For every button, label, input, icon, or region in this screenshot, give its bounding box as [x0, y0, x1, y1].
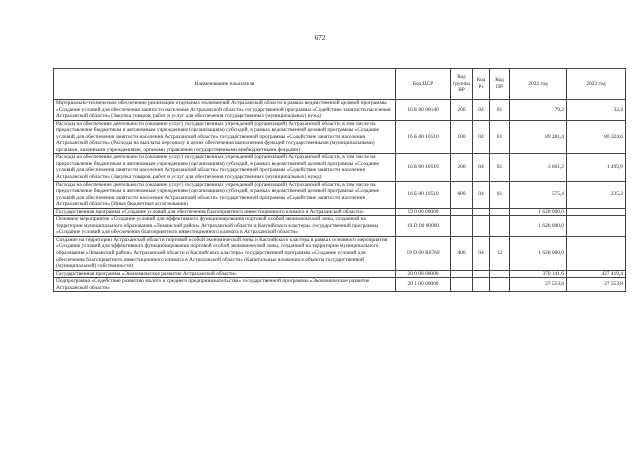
row-2023	[567, 208, 626, 216]
row-csr: 16 Б 00 10510	[396, 181, 451, 208]
header-2023: 2023 год	[567, 69, 626, 100]
row-name: Подпрограмма «Содействие развитию малого и среднего предпринимательства» государственной программы «Экономическое развитие Астраханской области»	[54, 278, 396, 292]
row-pr: 01	[490, 100, 510, 121]
row-pr	[490, 278, 510, 292]
row-vr: 800	[451, 181, 473, 208]
row-csr: 20 0 00 00000	[396, 270, 451, 278]
header-vr: Код группы ВР	[451, 69, 473, 100]
table-row	[54, 278, 626, 292]
row-2022: 1 628 000,0	[510, 216, 567, 237]
table-header-row	[54, 69, 626, 100]
row-rz: 04	[473, 236, 490, 270]
row-rz: 04	[473, 181, 490, 208]
row-2022: 79,2	[510, 100, 567, 121]
table-row	[54, 100, 626, 121]
row-vr	[451, 208, 473, 216]
row-2022: 27 553,8	[510, 278, 567, 292]
row-vr: 200	[451, 100, 473, 121]
row-csr: 19 D 00 00000	[396, 216, 451, 237]
row-2022: 370 141,6	[510, 270, 567, 278]
table-row	[54, 236, 626, 270]
row-name: Государственная программа «Создание условий для обеспечения благоприятного инвестиционного климата в Астраханской области»	[54, 208, 396, 216]
row-2023: 27 553,8	[567, 278, 626, 292]
row-vr	[451, 278, 473, 292]
row-csr: 16 Б 00 10510	[396, 154, 451, 181]
row-rz: 04	[473, 100, 490, 121]
row-vr: 200	[451, 154, 473, 181]
row-rz: 04	[473, 120, 490, 154]
row-2022: 1 628 000,0	[510, 236, 567, 270]
row-rz	[473, 278, 490, 292]
row-name: Расходы на обеспечение деятельности (оказание услуг) государственных учреждений (организаций) Астраханской области, в том числе на предоставление бюджетным и автономным учреждениям (организациям) субсидий, в рамках ведомственной целевой программы «Создание условий для обеспечения занятости населения Астраханской области» государственной программы «Содействие занятости населения Астраханской области» (Иные бюджетные ассигнования)	[54, 181, 396, 208]
row-rz	[473, 216, 490, 237]
row-name: Материально-техническое обеспечение реализации отдельных полномочий Астраханской области в рамках ведомственной целевой программы «Создание условий для обеспечения занятости населения Астраханской области» государственной программы «Содействие занятости населения Астраханской области» (Закупка товаров, работ и услуг для обеспечения государственных (муниципальных) нужд)	[54, 100, 396, 121]
row-rz	[473, 208, 490, 216]
row-2023	[567, 236, 626, 270]
row-name: Основное мероприятие «Создание условий для эффективного функционирования портовой особой экономической зоны, созданной на территории муниципального образования «Лиманский район» Астраханской области и Каспийского кластера» государственной программы «Создание условий для обеспечения благоприятного инвестиционного климата в Астраханской области»	[54, 216, 396, 237]
page-number: 672	[314, 34, 326, 42]
row-2022: 3 661,2	[510, 154, 567, 181]
row-2022: 575,4	[510, 181, 567, 208]
row-2023: 427 419,4	[567, 270, 626, 278]
header-name: Наименование показателя	[54, 69, 396, 100]
table-row	[54, 154, 626, 181]
row-vr	[451, 216, 473, 237]
row-2023: 80 324,6	[567, 120, 626, 154]
table-row	[54, 181, 626, 208]
row-csr: 16 Б 00 10510	[396, 120, 451, 154]
row-rz: 04	[473, 154, 490, 181]
table-row	[54, 216, 626, 237]
row-vr	[451, 270, 473, 278]
header-2022: 2022 год	[510, 69, 567, 100]
row-2023	[567, 216, 626, 237]
row-csr: 19 D 00 R0760	[396, 236, 451, 270]
row-name: Расходы на обеспечение деятельности (оказание услуг) государственных учреждений (организаций) Астраханской области, в том числе на предоставление бюджетным и автономным учреждениям (организациям) субсидий, в рамках ведомственной целевой программы «Создание условий для обеспечения занятости населения Астраханской области» государственной программы «Содействие занятости населения Астраханской области» (Расходы на выплаты персоналу в целях обеспечения выполнения функций государственными (муниципальными) органами, казенными учреждениями, органами управления государственными внебюджетными фондами)	[54, 120, 396, 154]
row-pr: 01	[490, 120, 510, 154]
header-pr: Код ПР	[490, 69, 510, 100]
row-name: Государственная программа «Экономическое развитие Астраханской области»	[54, 270, 396, 278]
header-csr: Код ЦСР	[396, 69, 451, 100]
row-name: Создание на территории Астраханской области портовой особой экономической зоны и Каспийского кластера в рамках основного мероприятия «Создание условий для эффективного функционирования портовой особой экономической зоны, созданной на территории муниципального образования «Лиманский район» Астраханской области и Каспийского кластера» государственной программы «Создание условий для обеспечения благоприятного инвестиционного климата в Астраханской области» (Капитальные вложения в объекты государственной (муниципальной) собственности)	[54, 236, 396, 270]
table-row	[54, 270, 626, 278]
row-vr: 100	[451, 120, 473, 154]
row-2023: 1 495,9	[567, 154, 626, 181]
row-csr: 20 1 00 00000	[396, 278, 451, 292]
header-rz: Код Рз	[473, 69, 490, 100]
row-pr: 01	[490, 181, 510, 208]
row-2022: 89 281,4	[510, 120, 567, 154]
budget-table	[53, 68, 626, 292]
row-name: Расходы на обеспечение деятельности (оказание услуг) государственных учреждений (организаций) Астраханской области, в том числе на предоставление бюджетным и автономным учреждениям (организациям) субсидий, в рамках ведомственной целевой программы «Создание условий для обеспечения занятости населения Астраханской области» государственной программы «Содействие занятости населения Астраханской области» (Закупка товаров, работ и услуг для обеспечения государственных (муниципальных) нужд)	[54, 154, 396, 181]
row-pr: 01	[490, 154, 510, 181]
row-rz	[473, 270, 490, 278]
row-vr: 400	[451, 236, 473, 270]
row-2023: 235,2	[567, 181, 626, 208]
row-pr: 12	[490, 236, 510, 270]
row-pr	[490, 216, 510, 237]
row-2023: 32,4	[567, 100, 626, 121]
row-pr	[490, 270, 510, 278]
row-csr: 16 Б 00 00140	[396, 100, 451, 121]
row-2022: 1 628 000,0	[510, 208, 567, 216]
table-row	[54, 208, 626, 216]
table-row	[54, 120, 626, 154]
row-pr	[490, 208, 510, 216]
row-csr: 19 0 00 00000	[396, 208, 451, 216]
